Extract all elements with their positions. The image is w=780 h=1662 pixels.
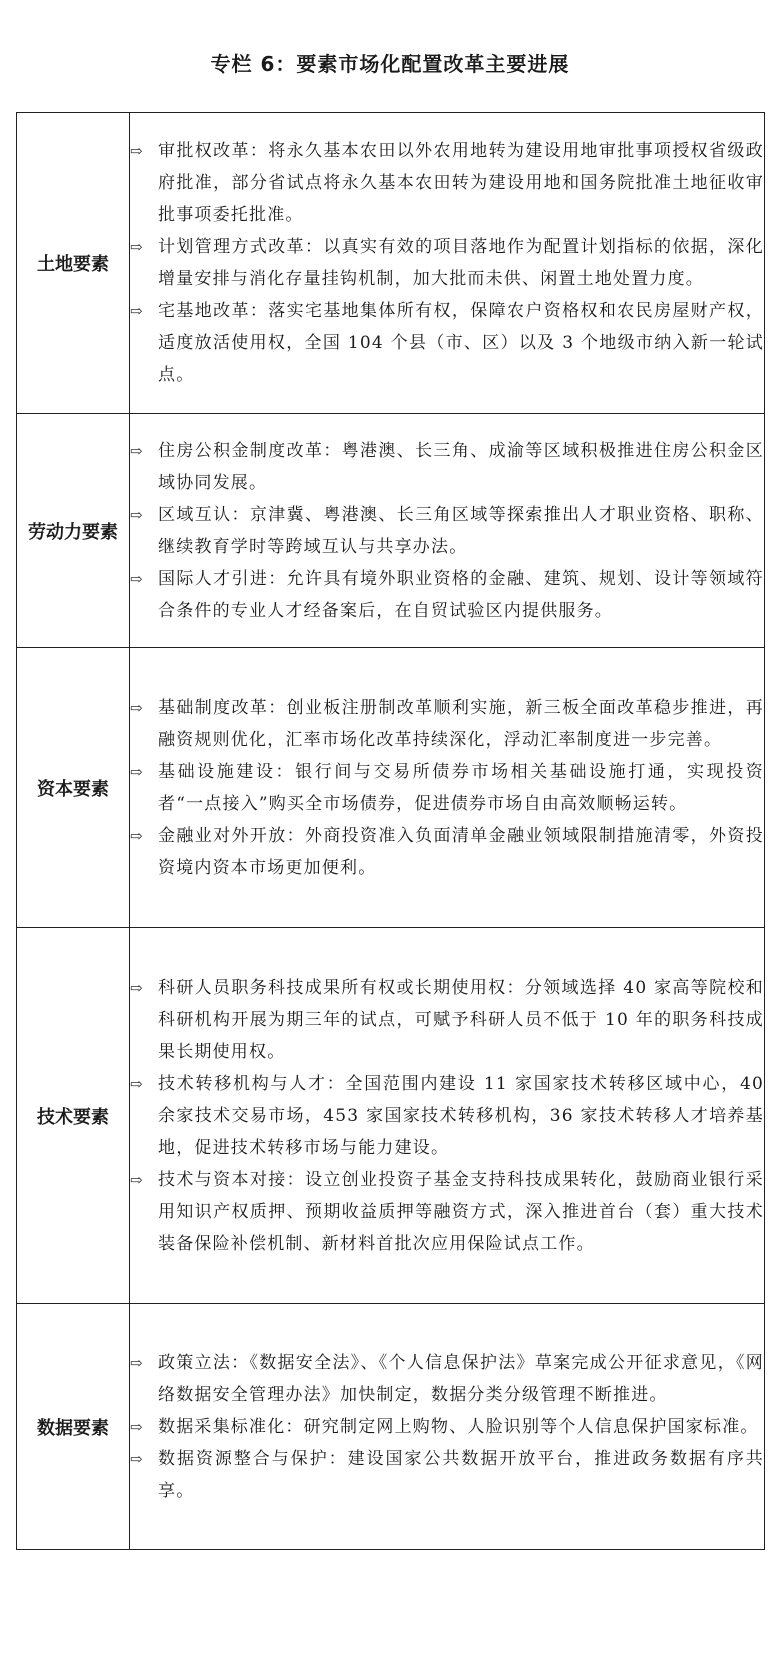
list-item [130, 756, 764, 820]
arrow-bullet-icon: ⇨ [130, 1449, 143, 1468]
item-text: 金融业对外开放：外商投资准入负面清单金融业领域限制措施清零，外资投资境内资本市场更加便利。 [158, 825, 764, 878]
item-text: 区域互认：京津冀、粤港澳、长三角区域等探索推出人才职业资格、职称、继续教育学时等跨域互认与共享办法。 [158, 504, 764, 557]
item-text: 技术与资本对接：设立创业投资子基金支持科技成果转化，鼓励商业银行采用知识产权质押、预期收益质押等融资方式，深入推进首台（套）重大技术装备保险补偿机制、新材料首批次应用保险试点工作。 [158, 1169, 764, 1254]
items-cell [130, 414, 765, 648]
item-text: 审批权改革：将永久基本农田以外农用地转为建设用地审批事项授权省级政府批准，部分省试点将永久基本农田转为建设用地和国务院批准土地征收审批事项委托批准。 [158, 141, 764, 225]
arrow-bullet-icon: ⇨ [130, 142, 143, 160]
items-cell [130, 648, 765, 928]
table-row [17, 928, 765, 1304]
list-item [130, 563, 764, 627]
reform-progress-table [16, 112, 765, 1550]
list-item [130, 135, 764, 231]
items-cell [130, 928, 765, 1304]
category-label: 资本要素 [17, 648, 130, 928]
arrow-bullet-icon: ⇨ [130, 826, 143, 845]
item-text: 住房公积金制度改革：粤港澳、长三角、成渝等区域积极推进住房公积金区域协同发展。 [158, 440, 764, 493]
category-label: 技术要素 [17, 928, 130, 1304]
table-row [17, 113, 765, 414]
list-item [130, 1411, 764, 1443]
list-item [130, 295, 764, 391]
arrow-bullet-icon: ⇨ [130, 1417, 143, 1436]
items-cell [130, 1304, 765, 1550]
arrow-bullet-icon: ⇨ [130, 569, 143, 588]
arrow-bullet-icon: ⇨ [130, 1170, 143, 1189]
item-text: 政策立法：《数据安全法》、《个人信息保护法》草案完成公开征求意见，《网络数据安全管理办法》加快制定，数据分类分级管理不断推进。 [158, 1352, 764, 1405]
table-row [17, 1304, 765, 1550]
list-item [130, 435, 764, 499]
arrow-bullet-icon: ⇨ [130, 238, 143, 256]
list-item [130, 972, 764, 1068]
list-item [130, 1347, 764, 1411]
arrow-bullet-icon: ⇨ [130, 762, 143, 781]
item-text: 技术转移机构与人才：全国范围内建设 11 家国家技术转移区域中心，40 余家技术交易市场，453 家国家技术转移机构，36 家技术转移人才培养基地，促进技术转移市场与能力建设。 [158, 1073, 764, 1158]
category-label: 数据要素 [17, 1304, 130, 1550]
table-row [17, 648, 765, 928]
arrow-bullet-icon: ⇨ [130, 505, 143, 524]
item-text: 基础制度改革：创业板注册制改革顺利实施，新三板全面改革稳步推进，再融资规则优化，汇率市场化改革持续深化，浮动汇率制度进一步完善。 [158, 697, 764, 750]
arrow-bullet-icon: ⇨ [130, 1353, 143, 1372]
list-item [130, 231, 764, 295]
list-item [130, 1068, 764, 1164]
arrow-bullet-icon: ⇨ [130, 978, 143, 997]
item-text: 宅基地改革：落实宅基地集体所有权，保障农户资格权和农民房屋财产权，适度放活使用权，全国 104 个县（市、区）以及 3 个地级市纳入新一轮试点。 [158, 301, 764, 385]
item-text: 国际人才引进：允许具有境外职业资格的金融、建筑、规划、设计等领域符合条件的专业人才经备案后，在自贸试验区内提供服务。 [158, 568, 764, 621]
list-item [130, 1164, 764, 1260]
list-item [130, 499, 764, 563]
category-label: 劳动力要素 [17, 414, 130, 648]
items-cell [130, 113, 765, 414]
list-item [130, 1443, 764, 1507]
arrow-bullet-icon: ⇨ [130, 1074, 143, 1093]
item-text: 计划管理方式改革：以真实有效的项目落地作为配置计划指标的依据，深化增量安排与消化存量挂钩机制，加大批而未供、闲置土地处置力度。 [158, 237, 764, 289]
arrow-bullet-icon: ⇨ [130, 302, 143, 320]
list-item [130, 692, 764, 756]
arrow-bullet-icon: ⇨ [130, 698, 143, 717]
item-text: 科研人员职务科技成果所有权或长期使用权：分领域选择 40 家高等院校和科研机构开展为期三年的试点，可赋予科研人员不低于 10 年的职务科技成果长期使用权。 [158, 977, 764, 1062]
arrow-bullet-icon: ⇨ [130, 441, 143, 460]
item-text: 数据采集标准化：研究制定网上购物、人脸识别等个人信息保护国家标准。 [158, 1416, 759, 1437]
table-row [17, 414, 765, 648]
page-title: 专栏 6：要素市场化配置改革主要进展 [210, 52, 570, 76]
list-item [130, 820, 764, 884]
item-text: 数据资源整合与保护：建设国家公共数据开放平台，推进政务数据有序共享。 [158, 1448, 764, 1501]
category-label: 土地要素 [17, 113, 130, 414]
item-text: 基础设施建设：银行间与交易所债券市场相关基础设施打通，实现投资者“一点接入”购买全市场债券，促进债券市场自由高效顺畅运转。 [158, 761, 764, 814]
